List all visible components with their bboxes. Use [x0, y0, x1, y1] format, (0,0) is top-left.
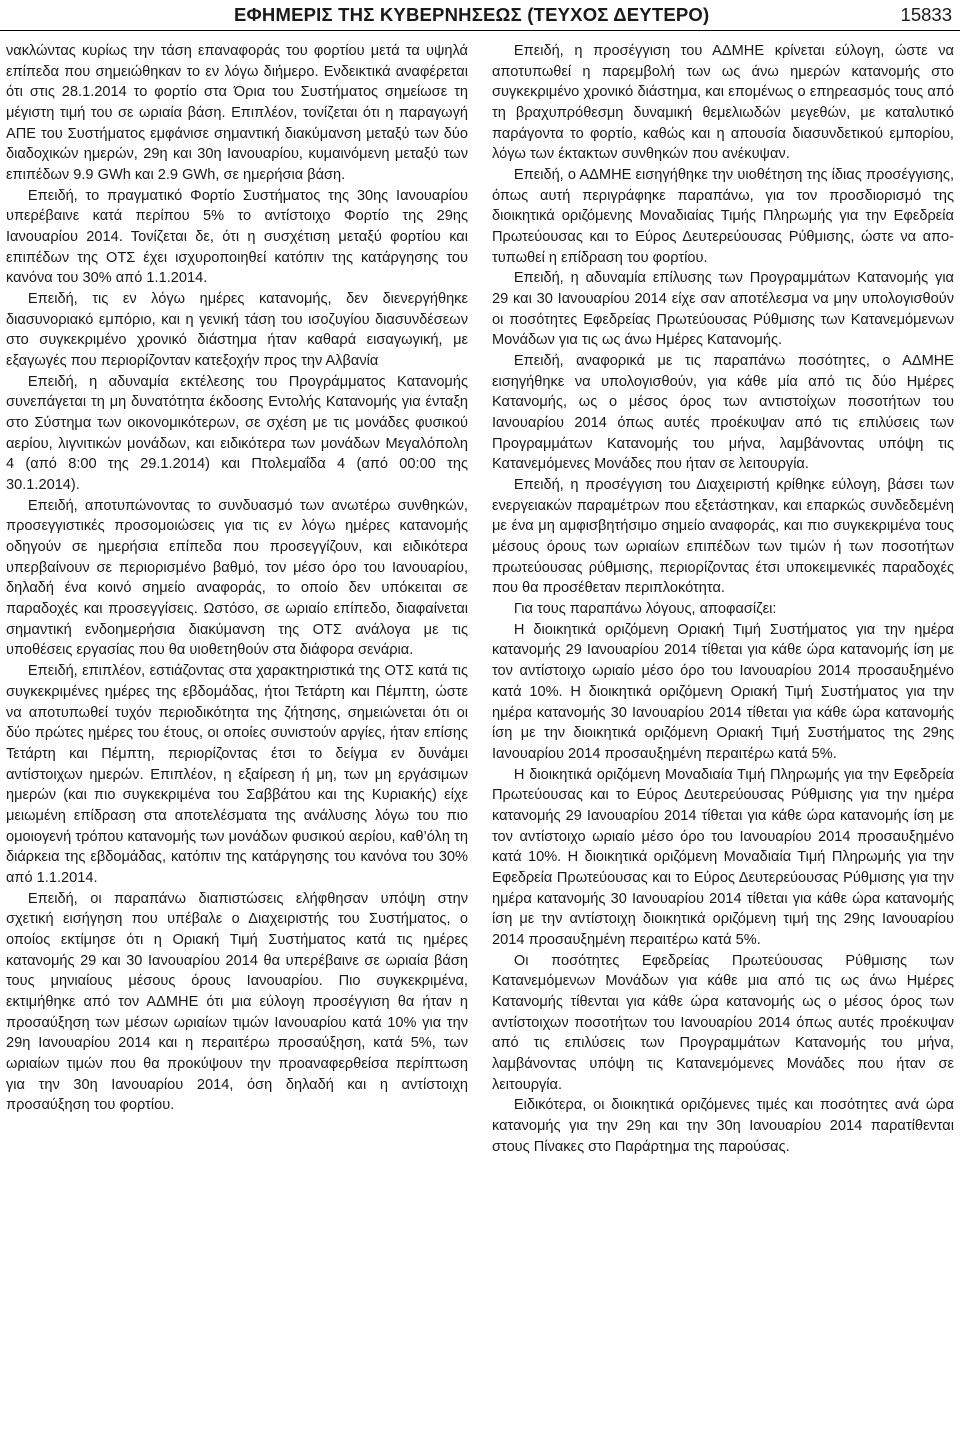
gazette-title: ΕΦΗΜΕΡΙΣ ΤΗΣ ΚΥΒΕΡΝΗΣΕΩΣ (ΤΕΥΧΟΣ ΔΕΥΤΕΡΟ): [234, 4, 710, 25]
page-header: [0, 0, 960, 30]
paragraph: Επειδή, τις εν λόγω ημέρες κατανομής, δεν διενεργήθηκε διασυνοριακό εμπόριο, και η γενική τάση του ισοζυγίου διασυνδέσεων στο συγκεκριμένο χρονικό διάστημα ήταν καθαρά εισαγωγική, με εξαγωγές που περιορίζονταν κατεξοχήν προς την Αλβανία: [6, 291, 468, 370]
paragraph: Οι ποσότητες Εφεδρείας Πρωτεύουσας Ρύθμισης των Κατανεμόμενων Μονάδων για κάθε μια από τις ως άνω Ημέρες Κατανομής τίθενται για κάθε ώρα κατανομής ως ο μέσος όρος των αντίστοιχων ποσοτήτων του Ιανουαρίου 2014 όπως αυτές προέκυψαν από τις επιλύσεις των Προγραμμάτων Κατανομής του μήνα, λαμβάνοντας υπόψη τις Κατανεμόμενες Μονάδες που ήταν σε λειτουργία.: [492, 952, 954, 1093]
paragraph: Επειδή, το πραγματικό Φορτίο Συστήματος της 30ης Ιανουαρίου υπερέβαινε κατά περίπου 5% το αντίστοιχο Φορτίο της 29ης Ιανουαρίου 2014. Τονίζεται δε, ότι η συσχέτιση μεταξύ φορτίου και επιπέδων της ΟΤΣ έχει ισχυροποιηθεί κατόπιν της κατάργησης του κανόνα του 30% από 1.1.2014.: [6, 187, 468, 287]
paragraph: Επειδή, οι παραπάνω διαπιστώσεις ελήφθησαν υπόψη στην σχετική εισήγηση που υπέβαλε ο Διαχειριστής του Συστήματος, ο οποίος εκτίμησε ότι η Οριακή Τιμή Συστήματος κατά τις ημέρες κατανομής 29 και 30 Ιανουαρίου 2014 θα υπερέβαινε σε ωριαία βάση τους μηνιαίους μέσους όρους Ιανουαρίου. Πιο συγκεκριμένα, εκτιμήθηκε από τον ΑΔΜΗΕ ότι μια εύλογη προσέγγιση θα ήταν η προσαύξηση των μέσων ωριαίων τιμών Ιανουαρίου κατά 10% για την 29η Ιανουαρίου 2014 και η περαιτέρω προσαύξηση, κατά 5%, των ωριαίων τιμών που θα προκύψουν την προαναφερθείσα περίπτωση για την 30η Ιανουαρίου 2014, όση δηλαδή και η αντίστοιχη προσαύξηση του φορτίου.: [6, 890, 468, 1114]
page-number: 15833: [900, 4, 952, 25]
paragraph: νακλώντας κυρίως την τάση επαναφοράς του φορτίου μετά τα υψηλά επίπεδα που σημειώθηκαν το εν λόγω διήμερο. Ενδεικτικά αναφέρεται ότι στις 28.1.2014 το φορτίο στα Όρια του Συστήματος σημείωσε τη μέγιστη τιμή του σε ωριαία βάση. Επιπλέον, τονίζεται ότι η παραγωγή ΑΠΕ του Συστήματος εμφάνισε σημαντική διακύμανση μεταξύ των δύο διαδοχικών ημερών, 29η και 30η Ιανουαρίου, κυμαινόμενη μεταξύ των επιπέδων 9.9 GWh και 2.9 GWh, σε ημερήσια βάση.: [6, 43, 468, 184]
decision-heading: Για τους παραπάνω λόγους, αποφασίζει:: [513, 601, 777, 618]
paragraph: Επειδή, η αδυναμία επίλυσης των Προγραμμάτων Κατανομής για 29 και 30 Ιανουαρίου 2014 είχε σαν αποτέλεσμα να μην υπολογισθούν οι ποσότητες Εφεδρείας Πρωτεύουσας Ρύθμισης των Κατανεμόμενων Μονάδων για τις ως άνω Ημέρες Κατανομής.: [492, 270, 954, 349]
left-column: [6, 41, 468, 1116]
paragraph: Η διοικητικά οριζόμενη Μοναδιαία Τιμή Πληρωμής για την Εφεδρεία Πρωτεύουσας και το Εύρος Δευτερεύουσας Ρύθμισης για την ημέρα κατανομής 29 Ιανουαρίου 2014 τίθεται για κάθε ώρα κατανομής ίση με τον αντίστοιχο ωριαίο μέσο όρο του Ιανουαρίου 2014 προσαυξημένο κατά 10%. Η διοικητικά οριζόμενη Μοναδιαία Τιμή Πληρωμής για την Εφεδρεία Πρωτεύουσας και το Εύρος Δευτερεύουσας Ρύθμισης για την ημέρα κατανομής 30 Ιανουαρίου 2014 τίθεται για κάθε ώρα κατανομής ίση με την αντίστοιχη διοικητικά οριζόμενη τιμή της 29ης Ιανουαρίου 2014 προσαυξημένη περαιτέρω κατά 5%.: [492, 766, 954, 948]
header-divider: [0, 30, 960, 31]
paragraph: Επειδή, η αδυναμία εκτέλεσης του Προγράμματος Κατανομής συνεπάγεται τη μη δυνατότητα έκδοσης Εντολής Κατανομής για ένταξη στο Σύστημα των οικονομικότερων, σε σχέση με τις μονάδες φυσικού αερίου, λιγνιτικών μονάδων, και ειδικότερα των μονάδων Μεγαλόπολη 4 (από 8:00 της 29.1.2014) και Πτολεμαΐδα 4 (από 00:00 της 30.1.2014).: [6, 373, 468, 494]
paragraph: Επειδή, ο ΑΔΜΗΕ εισηγήθηκε την υιοθέτηση της ίδιας προσέγγισης, όπως αυτή περιγράφηκε παραπάνω, για τον προσδιορισμό της διοικητικά οριζόμενης Μοναδιαίας Τιμής Πληρωμής για την Εφεδρεία Πρωτεύουσας και το Εύρος Δευτερεύουσας Ρύθμισης, ώστε να αποτυπωθεί η επίδραση του φορτίου.: [492, 167, 954, 266]
paragraph: Επειδή, η προσέγγιση του ΑΔΜΗΕ κρίνεται εύλογη, ώστε να αποτυπωθεί η παρεμβολή των ως άνω ημερών κατανομής στο συγκεκριμένο χρονικό διάστημα, και επομένως ο επηρεασμός τους από τη βραχυπρόθεσμη δυναμική θεμελιωδών μεγεθών, με καταλυτικό παράγοντα το φορτίο, καθώς και η απουσία διασυνδετικού εμπορίου, λόγω των έκτακτων συνθηκών που ανέκυψαν.: [492, 43, 954, 163]
paragraph: Επειδή, η προσέγγιση του Διαχειριστή κρίθηκε εύλογη, βάσει των ενεργειακών παραμέτρων που εξετάστηκαν, και επαρκώς συνδεδεμένη με ένα μη αμφισβητήσιμο σημείο αναφοράς, και πιο συγκεκριμένα τους μέσους όρους των ωριαίων επιπέδων των τιμών ή των ποσοτήτων πρωτεύουσας ρύθμισης, περιορίζοντας έτσι υποκειμενικές παραδοχές που θα προσέθεταν περιπλοκότητα.: [492, 477, 954, 597]
paragraph: Η διοικητικά οριζόμενη Οριακή Τιμή Συστήματος για την ημέρα κατανομής 29 Ιανουαρίου 2014 τίθεται για κάθε ώρα κατανομής ίση με τον αντίστοιχο ωριαίο μέσο όρο του Ιανουαρίου 2014 προσαυξημένο κατά 10%. Η διοικητικά οριζόμενη Οριακή Τιμή Συστήματος για την ημέρα κατανομής 30 Ιανουαρίου 2014 τίθεται για κάθε ώρα κατανομής ίση με την διοικητικά οριζόμενη Οριακή Τιμή Συστήματος της 29ης Ιανουαρίου 2014 προσαυξημένη περαιτέρω κατά 5%.: [492, 621, 954, 762]
paragraph: Επειδή, αναφορικά με τις παραπάνω ποσότητες, ο ΑΔΜΗΕ εισηγήθηκε να υπολογισθούν, για κάθε μία από τις δύο Ημέρες Κατανομής, ως ο μέσος όρος των αντιστοίχων ποσοτήτων του Ιανουαρίου 2014 όπως αυτές προέκυψαν από τις επιλύσεις των Προγραμμάτων Κατανομής του μήνα, λαμβάνοντας υπόψη τις Κατανεμόμενες Μονάδες που ήταν σε λειτουργία.: [492, 353, 954, 473]
paragraph: Επειδή, αποτυπώνοντας το συνδυασμό των ανωτέρω συνθηκών, προσεγγιστικές προσομοιώσεις για τις εν λόγω ημέρες κατανομής οδηγούν σε ημερήσια επίπεδα που προσεγγίζουν, και ειδικότερα υπερβαίνουν σε περιορισμένο βαθμό, τον μέσο όρο του Ιανουαρίου, δηλαδή ένα κοινό σημείο αναφοράς, το οποίο δεν υπόκειται σε παραδοχές και προσεγγίσεις. Ωστόσο, σε ωριαίο επίπεδο, διαφαίνεται σημαντική ενδοημερήσια διακύμανση της ΟΤΣ ανάλογα με τις υποθέσεις εργασίας που θα υιοθετηθούν στα διάφορα σενάρια.: [6, 497, 468, 659]
paragraph: Επειδή, επιπλέον, εστιάζοντας στα χαρακτηριστικά της ΟΤΣ κατά τις συγκεκριμένες ημέρες της εβδομάδας, ήτοι Τετάρτη και Πέμπτη, ώστε να αποτυπωθεί τυχόν περιοδικότητα της ζήτησης, σημειώνεται ότι οι δύο πρώτες ημέρες του έτους, οι οποίες συνιστούν αργίες, ήταν επίσης Τετάρτη και Πέμπτη, περιορίζοντας έτσι το δείγμα εν δυνάμει αντίστοιχων ημερών. Επιπλέον, η εξαίρεση ή μη, των μη εργάσιμων ημερών (και πιο συγκεκριμένα του Σαββάτου και της Κυριακής) είχε μειωμένη επίδραση στα αποτελέσματα της ανάλυσης λόγω του πιο ομοιογενή τρόπου κατανομής των μονάδων φυσικού αερίου, καθ’όλη τη διάρκεια της εβδομάδας, κατόπιν της κατάργησης του κανόνα του 30% από 1.1.2014.: [6, 663, 468, 886]
right-column: [492, 41, 954, 1157]
paragraph: Ειδικότερα, οι διοικητικά οριζόμενες τιμές και ποσότητες ανά ώρα κατανομής για την 29η και την 30η Ιανουαρίου 2014 παρατίθενται στους Πίνακες στο Παράρτημα της παρούσας.: [492, 1097, 954, 1155]
